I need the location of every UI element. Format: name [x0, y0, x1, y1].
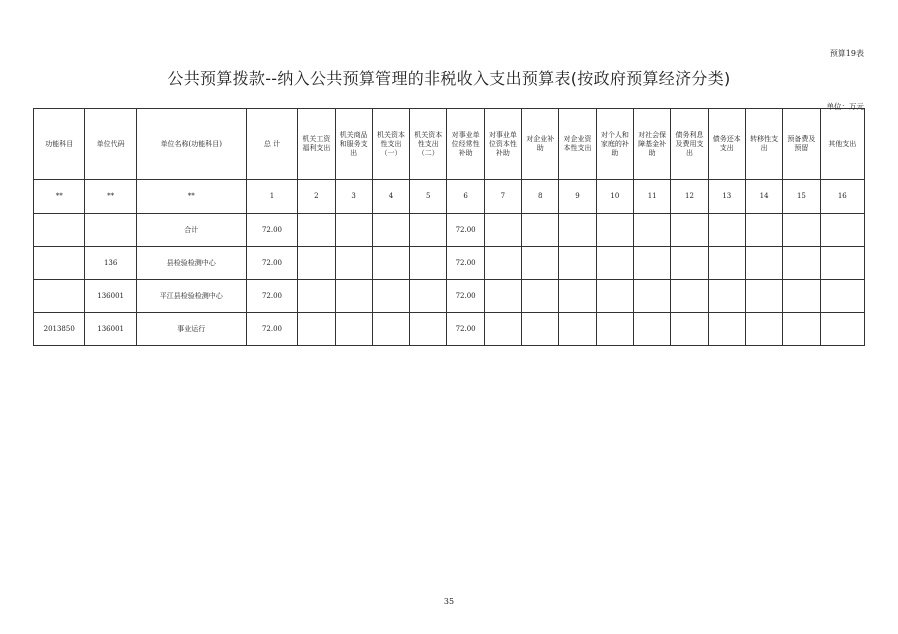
table-row	[34, 280, 865, 313]
function-code-cell	[34, 214, 85, 247]
header-cell: 对个人和家庭的补助	[596, 109, 633, 180]
code-cell: **	[34, 180, 85, 214]
value-cell	[335, 214, 372, 247]
code-cell: 5	[410, 180, 447, 214]
code-cell: 16	[820, 180, 864, 214]
code-cell: **	[136, 180, 246, 214]
value-cell	[372, 214, 409, 247]
code-cell: 8	[522, 180, 559, 214]
unit-code-cell: 136001	[85, 313, 136, 346]
value-cell	[708, 313, 745, 346]
value-cell	[298, 313, 335, 346]
table-row	[34, 313, 865, 346]
header-cell: 单位代码	[85, 109, 136, 180]
value-cell	[484, 214, 521, 247]
value-cell	[559, 214, 596, 247]
unit-name-cell: 合计	[136, 214, 246, 247]
value-cell	[820, 280, 864, 313]
header-cell: 对企业补助	[522, 109, 559, 180]
value-cell	[745, 280, 782, 313]
value-cell	[708, 247, 745, 280]
value-cell: 72.00	[447, 214, 484, 247]
value-cell	[671, 313, 708, 346]
code-cell: 9	[559, 180, 596, 214]
code-cell: **	[85, 180, 136, 214]
header-cell: 机关商品和服务支出	[335, 109, 372, 180]
value-cell: 72.00	[447, 313, 484, 346]
value-cell	[298, 214, 335, 247]
value-cell: 72.00	[447, 280, 484, 313]
value-cell: 72.00	[447, 247, 484, 280]
code-cell: 10	[596, 180, 633, 214]
value-cell	[596, 280, 633, 313]
value-cell	[820, 214, 864, 247]
value-cell	[522, 247, 559, 280]
unit-label: 单位：万元	[826, 102, 864, 111]
table-row	[34, 247, 865, 280]
value-cell	[596, 247, 633, 280]
unit-name-cell: 事业运行	[136, 313, 246, 346]
value-cell	[783, 313, 820, 346]
header-cell: 机关资本性支出（二）	[410, 109, 447, 180]
value-cell	[820, 313, 864, 346]
page-number: 35	[443, 597, 455, 606]
code-cell: 7	[484, 180, 521, 214]
function-code-cell	[34, 280, 85, 313]
value-cell	[484, 280, 521, 313]
column-code-row	[34, 180, 865, 214]
value-cell	[671, 280, 708, 313]
value-cell	[484, 247, 521, 280]
code-cell: 12	[671, 180, 708, 214]
unit-code-cell: 136	[85, 247, 136, 280]
header-cell: 债务还本支出	[708, 109, 745, 180]
value-cell	[671, 247, 708, 280]
table-row	[34, 214, 865, 247]
header-cell: 其他支出	[820, 109, 864, 180]
value-cell	[708, 214, 745, 247]
header-cell: 对社会保障基金补助	[634, 109, 671, 180]
value-cell	[522, 214, 559, 247]
budget-table	[33, 108, 865, 346]
header-cell: 转移性支出	[745, 109, 782, 180]
value-cell	[372, 313, 409, 346]
value-cell	[410, 313, 447, 346]
value-cell	[559, 280, 596, 313]
unit-name-cell: 平江县检验检测中心	[136, 280, 246, 313]
code-cell: 14	[745, 180, 782, 214]
value-cell	[745, 214, 782, 247]
header-cell: 预备费及预留	[783, 109, 820, 180]
value-cell	[298, 280, 335, 313]
header-cell: 功能科目	[34, 109, 85, 180]
total-cell: 72.00	[246, 247, 297, 280]
value-cell	[708, 280, 745, 313]
code-cell: 6	[447, 180, 484, 214]
code-cell: 11	[634, 180, 671, 214]
total-cell: 72.00	[246, 280, 297, 313]
value-cell	[820, 247, 864, 280]
value-cell	[522, 280, 559, 313]
value-cell	[372, 247, 409, 280]
page-title: 公共预算拨款--纳入公共预算管理的非税收入支出预算表(按政府预算经济分类)	[167, 69, 731, 88]
total-cell: 72.00	[246, 313, 297, 346]
value-cell	[783, 214, 820, 247]
function-code-cell	[34, 247, 85, 280]
value-cell	[634, 214, 671, 247]
code-cell: 1	[246, 180, 297, 214]
value-cell	[335, 280, 372, 313]
code-cell: 13	[708, 180, 745, 214]
header-cell: 机关资本性支出（一）	[372, 109, 409, 180]
header-cell: 对事业单位资本性补助	[484, 109, 521, 180]
header-cell: 总 计	[246, 109, 297, 180]
value-cell	[484, 313, 521, 346]
function-code-cell: 2013850	[34, 313, 85, 346]
value-cell	[596, 214, 633, 247]
value-cell	[410, 214, 447, 247]
value-cell	[522, 313, 559, 346]
unit-code-cell: 136001	[85, 280, 136, 313]
value-cell	[634, 247, 671, 280]
header-cell: 对企业资本性支出	[559, 109, 596, 180]
value-cell	[559, 313, 596, 346]
unit-code-cell	[85, 214, 136, 247]
value-cell	[634, 313, 671, 346]
header-cell: 对事业单位经常性补助	[447, 109, 484, 180]
header-cell: 单位名称(功能科目)	[136, 109, 246, 180]
unit-name-cell: 县检验检测中心	[136, 247, 246, 280]
value-cell	[671, 214, 708, 247]
value-cell	[559, 247, 596, 280]
value-cell	[634, 280, 671, 313]
code-cell: 4	[372, 180, 409, 214]
value-cell	[596, 313, 633, 346]
value-cell	[335, 247, 372, 280]
header-cell: 机关工资福利支出	[298, 109, 335, 180]
value-cell	[298, 247, 335, 280]
total-cell: 72.00	[246, 214, 297, 247]
value-cell	[783, 280, 820, 313]
code-cell: 2	[298, 180, 335, 214]
value-cell	[410, 247, 447, 280]
value-cell	[745, 313, 782, 346]
header-cell: 债务利息及费用支出	[671, 109, 708, 180]
header-row	[34, 109, 865, 180]
value-cell	[745, 247, 782, 280]
value-cell	[372, 280, 409, 313]
value-cell	[410, 280, 447, 313]
value-cell	[335, 313, 372, 346]
code-cell: 3	[335, 180, 372, 214]
code-cell: 15	[783, 180, 820, 214]
value-cell	[783, 247, 820, 280]
form-number: 预算19表	[829, 49, 864, 58]
